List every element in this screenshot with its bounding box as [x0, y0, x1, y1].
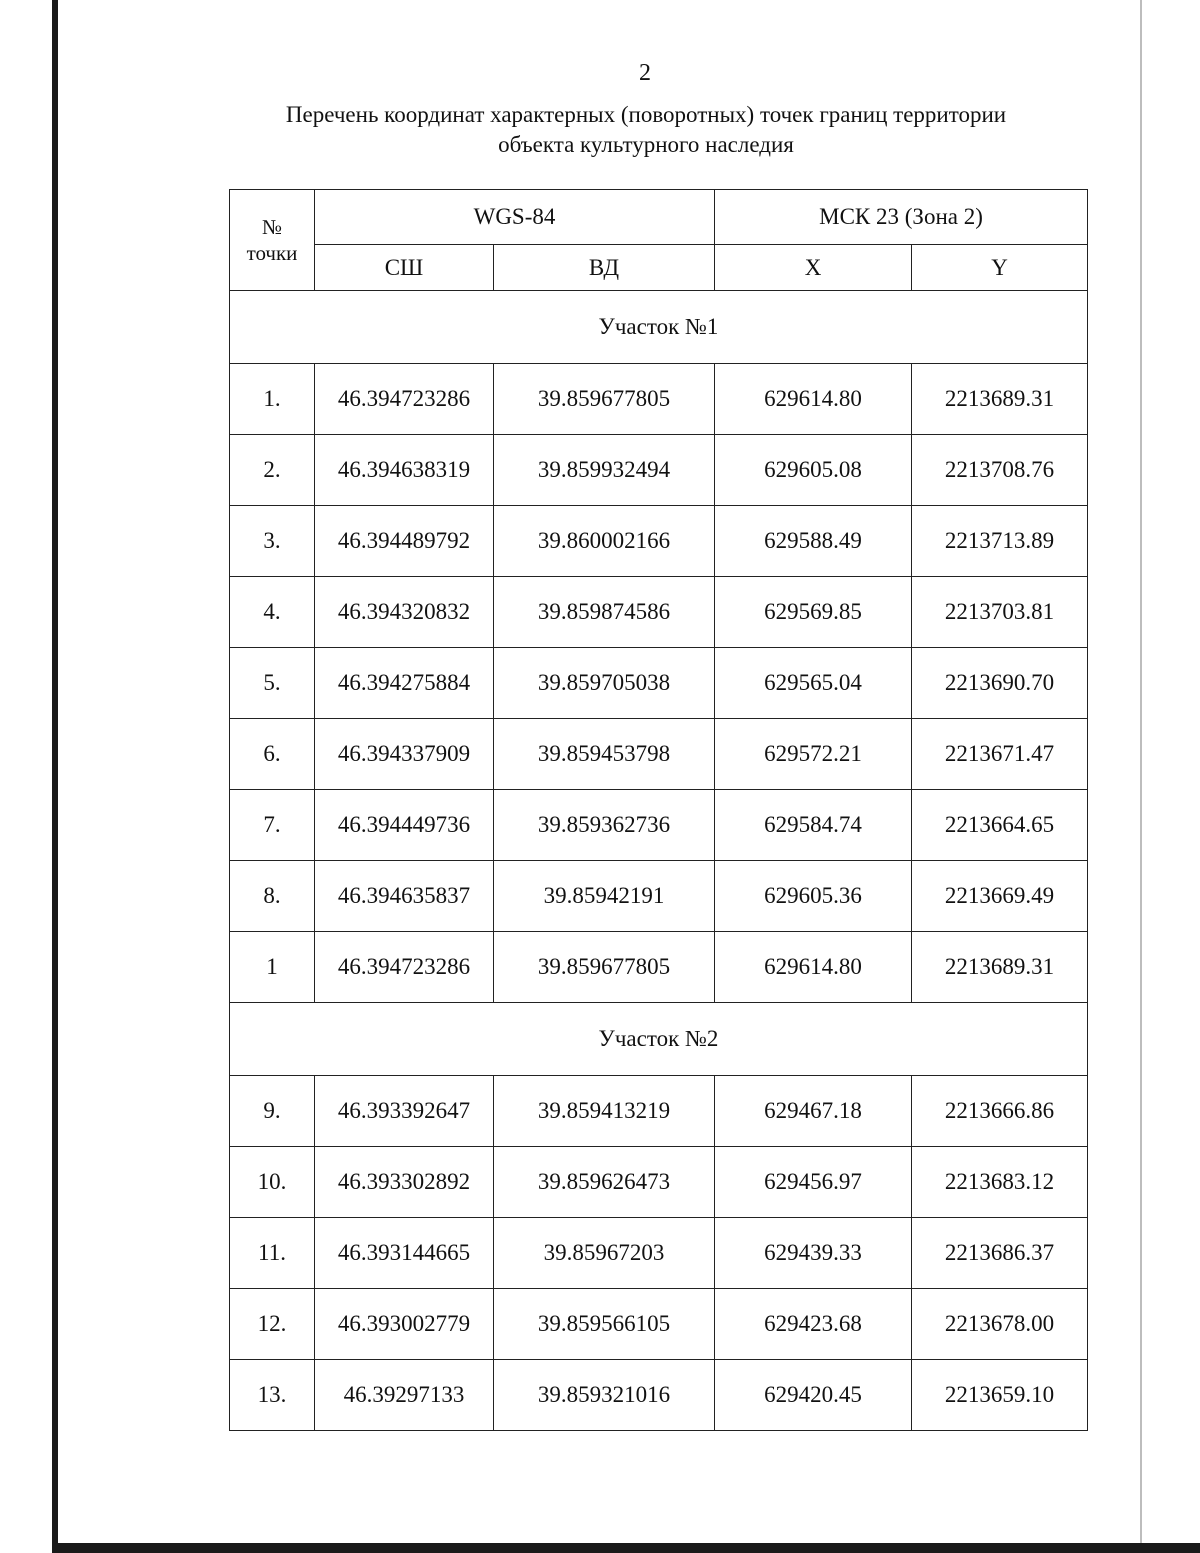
x-cell: 629605.36 — [715, 861, 912, 932]
latitude-cell: 46.394449736 — [315, 790, 494, 861]
point-number-cell: 5. — [230, 648, 315, 719]
section-row — [230, 291, 1088, 364]
longitude-cell: 39.859677805 — [494, 932, 715, 1003]
latitude-cell: 46.39297133 — [315, 1360, 494, 1431]
section-title: Участок №1 — [230, 291, 1088, 364]
latitude-cell: 46.393144665 — [315, 1218, 494, 1289]
header-y: Y — [912, 245, 1088, 291]
y-cell: 2213689.31 — [912, 932, 1088, 1003]
point-number-cell: 7. — [230, 790, 315, 861]
header-row-1 — [230, 190, 1088, 245]
title-line-1: Перечень координат характерных (поворотных) точек границ территории — [285, 102, 1007, 127]
latitude-cell: 46.393392647 — [315, 1076, 494, 1147]
scan-bottom-edge — [52, 1543, 1200, 1553]
section-title: Участок №2 — [230, 1003, 1088, 1076]
point-number-cell: 1. — [230, 364, 315, 435]
latitude-cell: 46.394635837 — [315, 861, 494, 932]
table-row — [230, 1076, 1088, 1147]
point-number-cell: 1 — [230, 932, 315, 1003]
point-number-cell: 11. — [230, 1218, 315, 1289]
header-wgs84: WGS-84 — [315, 190, 715, 245]
latitude-cell: 46.394275884 — [315, 648, 494, 719]
point-number-cell: 8. — [230, 861, 315, 932]
x-cell: 629456.97 — [715, 1147, 912, 1218]
y-cell: 2213659.10 — [912, 1360, 1088, 1431]
longitude-cell: 39.85942191 — [494, 861, 715, 932]
y-cell: 2213690.70 — [912, 648, 1088, 719]
x-cell: 629439.33 — [715, 1218, 912, 1289]
table-row — [230, 1147, 1088, 1218]
header-point-number-symbol: № — [261, 215, 283, 239]
x-cell: 629569.85 — [715, 577, 912, 648]
y-cell: 2213708.76 — [912, 435, 1088, 506]
latitude-cell: 46.394723286 — [315, 364, 494, 435]
coordinates-table-body — [230, 190, 1088, 1431]
y-cell: 2213713.89 — [912, 506, 1088, 577]
longitude-cell: 39.859321016 — [494, 1360, 715, 1431]
longitude-cell: 39.859932494 — [494, 435, 715, 506]
section-row — [230, 1003, 1088, 1076]
table-row — [230, 648, 1088, 719]
point-number-cell: 13. — [230, 1360, 315, 1431]
latitude-cell: 46.394723286 — [315, 932, 494, 1003]
x-cell: 629605.08 — [715, 435, 912, 506]
longitude-cell: 39.859874586 — [494, 577, 715, 648]
header-x: X — [715, 245, 912, 291]
scan-left-edge — [52, 0, 58, 1553]
header-point-number — [230, 190, 315, 291]
title-line-2: объекта культурного наследия — [498, 132, 794, 157]
y-cell: 2213678.00 — [912, 1289, 1088, 1360]
y-cell: 2213686.37 — [912, 1218, 1088, 1289]
longitude-cell: 39.860002166 — [494, 506, 715, 577]
point-number-cell: 12. — [230, 1289, 315, 1360]
x-cell: 629423.68 — [715, 1289, 912, 1360]
longitude-cell: 39.859626473 — [494, 1147, 715, 1218]
longitude-cell: 39.859413219 — [494, 1076, 715, 1147]
point-number-cell: 10. — [230, 1147, 315, 1218]
header-point-number-label: точки — [246, 241, 298, 265]
document-title — [240, 100, 1052, 160]
y-cell: 2213669.49 — [912, 861, 1088, 932]
point-number-cell: 4. — [230, 577, 315, 648]
latitude-cell: 46.394638319 — [315, 435, 494, 506]
table-row — [230, 861, 1088, 932]
latitude-cell: 46.393002779 — [315, 1289, 494, 1360]
table-row — [230, 932, 1088, 1003]
table-row — [230, 719, 1088, 790]
longitude-cell: 39.859362736 — [494, 790, 715, 861]
table-row — [230, 435, 1088, 506]
longitude-cell: 39.859705038 — [494, 648, 715, 719]
point-number-cell: 6. — [230, 719, 315, 790]
scan-right-line — [1140, 0, 1142, 1553]
page-number: 2 — [639, 60, 651, 86]
table-row — [230, 577, 1088, 648]
y-cell: 2213664.65 — [912, 790, 1088, 861]
table-row — [230, 364, 1088, 435]
latitude-cell: 46.394489792 — [315, 506, 494, 577]
latitude-cell: 46.394337909 — [315, 719, 494, 790]
latitude-cell: 46.393302892 — [315, 1147, 494, 1218]
longitude-cell: 39.85967203 — [494, 1218, 715, 1289]
point-number-cell: 9. — [230, 1076, 315, 1147]
x-cell: 629584.74 — [715, 790, 912, 861]
x-cell: 629467.18 — [715, 1076, 912, 1147]
x-cell: 629588.49 — [715, 506, 912, 577]
longitude-cell: 39.859453798 — [494, 719, 715, 790]
latitude-cell: 46.394320832 — [315, 577, 494, 648]
longitude-cell: 39.859677805 — [494, 364, 715, 435]
y-cell: 2213666.86 — [912, 1076, 1088, 1147]
y-cell: 2213703.81 — [912, 577, 1088, 648]
table-row — [230, 1360, 1088, 1431]
table-row — [230, 1218, 1088, 1289]
header-msk23: МСК 23 (Зона 2) — [715, 190, 1088, 245]
x-cell: 629565.04 — [715, 648, 912, 719]
coordinates-table — [229, 189, 1088, 1431]
x-cell: 629614.80 — [715, 932, 912, 1003]
longitude-cell: 39.859566105 — [494, 1289, 715, 1360]
table-row — [230, 1289, 1088, 1360]
table-row — [230, 506, 1088, 577]
y-cell: 2213671.47 — [912, 719, 1088, 790]
point-number-cell: 3. — [230, 506, 315, 577]
header-latitude: СШ — [315, 245, 494, 291]
header-row-2 — [230, 245, 1088, 291]
x-cell: 629572.21 — [715, 719, 912, 790]
point-number-cell: 2. — [230, 435, 315, 506]
y-cell: 2213689.31 — [912, 364, 1088, 435]
header-longitude: ВД — [494, 245, 715, 291]
x-cell: 629614.80 — [715, 364, 912, 435]
table-row — [230, 790, 1088, 861]
y-cell: 2213683.12 — [912, 1147, 1088, 1218]
x-cell: 629420.45 — [715, 1360, 912, 1431]
